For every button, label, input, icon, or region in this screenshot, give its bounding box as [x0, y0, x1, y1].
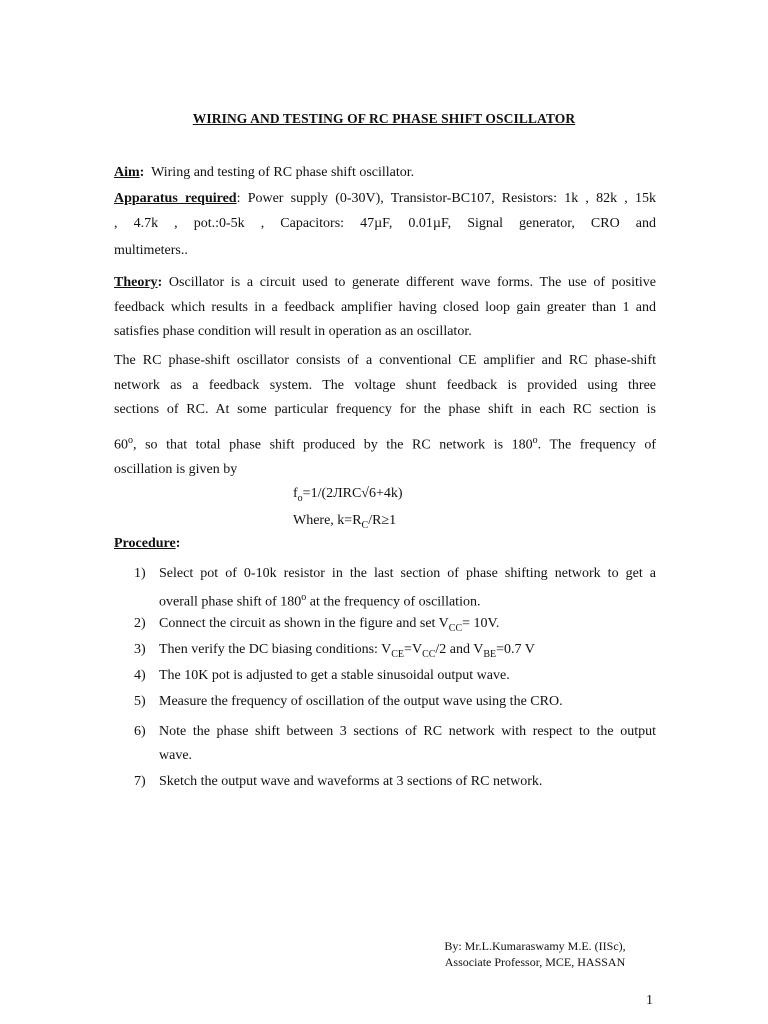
theory-paragraph-2 [114, 349, 656, 482]
procedure-label: Procedure [114, 536, 176, 551]
document-page: WIRING AND TESTING OF RC PHASE SHIFT OSCILLATOR Aim: Wiring and testing of RC phase shift oscillator. Apparatus required: Power supply (0-30V), Transistor-BC107, Resistors: 1k , 82k , 15k , 4.7k , pot.:0-5k , Capacitors: 47µF, 0.01µF, Signal generator, CRO and multimeters.. Theory: Oscillator is a circuit used to generate different wave forms. The use of positive feedback which results in a feedback amplifier having closed loop gain greater than 1 and satisfies phase condition will result in operation as an oscillator. The RC phase-shift oscillator consists of a conventional CE amplifier and RC phase-shift network as a feedback system. The voltage shunt feedback is provided using three sections of RC. At some particular frequency for the phase shift in each RC section is 60$^o$, so that total phase shift produced by the RC network is 180$^o$. The frequency of oscillation is given by $f_o=1/(2ЛRC√6+4k)$ Where, $k=R_C/R\ge 1$ Procedure: 1) Select pot of 0-10k resistor in the last section of phase shifting network to get a overall phase shift of 180$^o$ at the frequency of oscillation. 2) Connect the circuit as shown in the figure and set $V_{CC}= 10V$. 3) Then verify the DC biasing conditions: $V_{CE}=V_{CC}/2$ and $V_{BE}=0.7$ V 4) The 10K pot is adjusted to get a stable sinusoidal output wave. 5) Measure the frequency of oscillation of the output wave using the CRO. 6) Note the phase shift between 3 sections of RC network with respect to the output wave. 7) Sketch the output wave and waveforms at 3 sections of RC network. By: Mr.L.Kumaraswamy M.E. (IISc), Associate Professor, MCE, HASSAN 1 [0, 0, 768, 1024]
frequency-formula: $f_o=1/(2ЛRC√6+4k)$ Where, $k=R_C/R\ge 1$ [293, 486, 403, 531]
theory-p2-line-3: sections of RC. At some particular frequency for the phase shift in each RC section is [114, 402, 656, 417]
theory-p1-line-1: Oscillator is a circuit used to generate different wave forms. The use of positive [168, 275, 656, 290]
author-line-1: By: Mr.L.Kumaraswamy M.E. (IISc), [444, 939, 626, 953]
aim-label: Aim [114, 165, 140, 180]
apparatus-section: Apparatus required: Power supply (0-30V), Transistor-BC107, Resistors: 1k , 82k , 15k , 4.7k , pot.:0-5k , Capacitors: 47µF, 0.01µF, Signal generator, CRO and [114, 187, 656, 236]
procedure-heading: Procedure: [114, 536, 181, 551]
apparatus-label: Apparatus required [114, 191, 237, 206]
aim-section: Aim: Wiring and testing of RC phase shift oscillator. [114, 165, 415, 180]
theory-p2-line-5: oscillation is given by [114, 461, 238, 477]
apparatus-line-3-block [114, 239, 656, 264]
theory-p1-line-3: satisfies phase condition will result in operation as an oscillator. [114, 324, 472, 339]
author-line-2: Associate Professor, MCE, HASSAN [444, 955, 626, 969]
apparatus-line-1: Power supply (0-30V), Transistor-BC107, Resistors: 1k , 82k , 15k [247, 191, 657, 206]
theory-label: Theory [114, 275, 158, 290]
page-number: 1 [646, 993, 653, 1008]
apparatus-line-2: , 4.7k , pot.:0-5k , Capacitors: 47µF, 0.01µF, Signal generator, CRO and [114, 215, 656, 231]
aim-text: Wiring and testing of RC phase shift oscillator. [151, 165, 415, 180]
theory-p1-line-2: feedback which results in a feedback amplifier having closed loop gain greater than 1 and [114, 299, 656, 315]
theory-p2-line-2: network as a feedback system. The voltage shunt feedback is provided using three [114, 377, 656, 393]
theory-paragraph-1: Theory: Oscillator is a circuit used to generate different wave forms. The use of positive feedback which results in a feedback amplifier having closed loop gain greater than 1 and satisfies phase condition will result in operation as an oscillator. [114, 271, 656, 345]
theory-p2-line-1: The RC phase-shift oscillator consists of a conventional CE amplifier and RC phase-shift [114, 353, 656, 368]
apparatus-line-3: multimeters.. [114, 243, 188, 258]
theory-p2-line-4: 60$^o$, so that total phase shift produced by the RC network is 180$^o$. The frequency of [114, 434, 656, 453]
page-title: WIRING AND TESTING OF RC PHASE SHIFT OSCILLATOR [192, 111, 576, 126]
author-footer [420, 938, 650, 970]
